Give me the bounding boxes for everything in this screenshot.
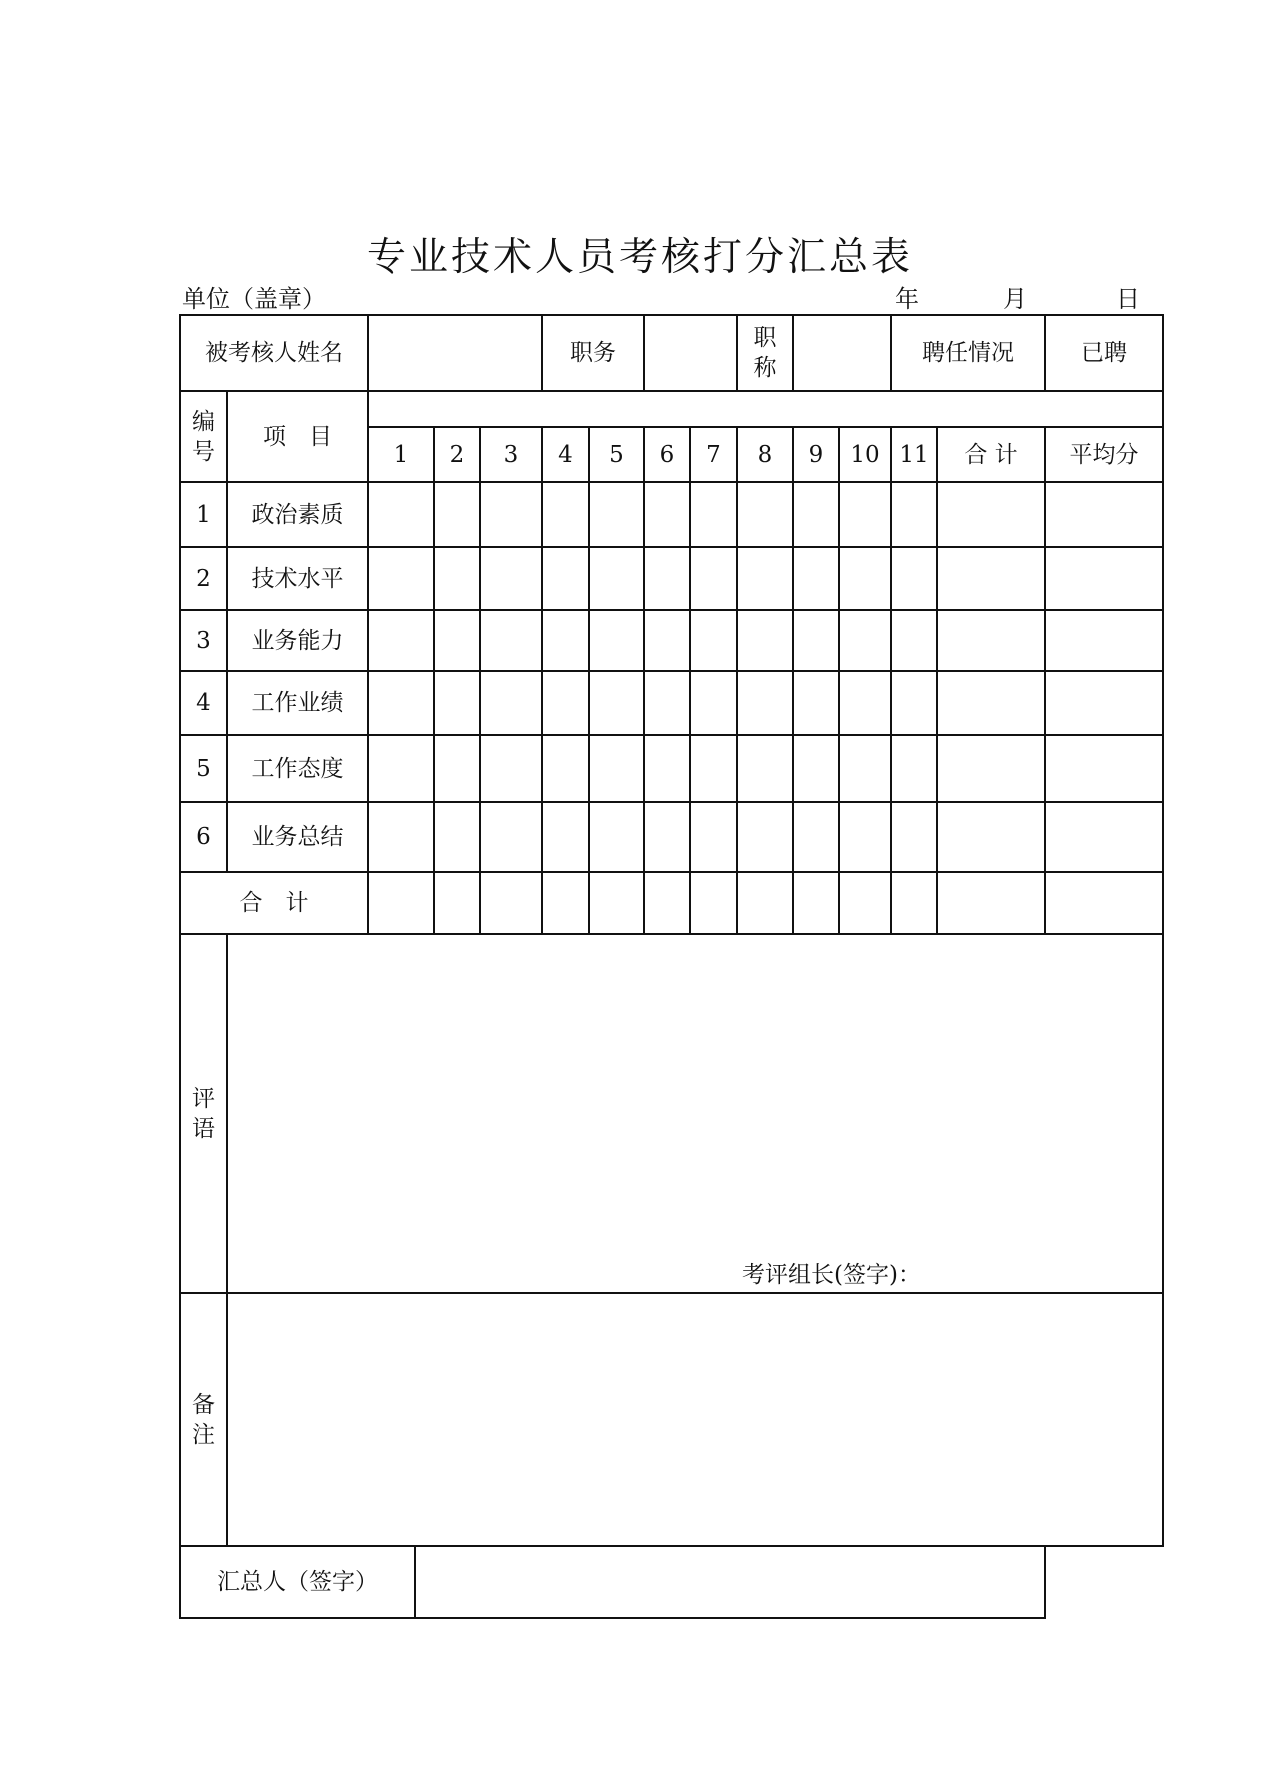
score-cell[interactable] bbox=[368, 547, 434, 610]
total-header: 合 计 bbox=[937, 427, 1045, 482]
remarks-label: 备 注 bbox=[180, 1293, 227, 1546]
score-cell[interactable] bbox=[480, 735, 542, 802]
average-cell[interactable] bbox=[1045, 802, 1163, 872]
score-cell[interactable] bbox=[542, 610, 589, 671]
item-no: 3 bbox=[180, 610, 227, 671]
score-cell[interactable] bbox=[644, 610, 690, 671]
item-name: 工作态度 bbox=[227, 735, 368, 802]
score-cell[interactable] bbox=[542, 671, 589, 735]
score-cell[interactable] bbox=[839, 610, 891, 671]
scorer-header: 4 bbox=[542, 427, 589, 482]
employment-value[interactable]: 已聘 bbox=[1045, 315, 1163, 391]
scorer-header: 11 bbox=[891, 427, 937, 482]
score-cell[interactable] bbox=[737, 671, 793, 735]
total-row bbox=[180, 872, 1163, 934]
summarizer-signature-field[interactable] bbox=[416, 1547, 1044, 1617]
average-cell[interactable] bbox=[1045, 872, 1163, 934]
score-cell[interactable] bbox=[839, 671, 891, 735]
score-cell[interactable] bbox=[434, 872, 480, 934]
item-name: 工作业绩 bbox=[227, 671, 368, 735]
score-cell[interactable] bbox=[737, 610, 793, 671]
score-cell[interactable] bbox=[542, 735, 589, 802]
scorer-header: 7 bbox=[690, 427, 737, 482]
day-label: 日 bbox=[1116, 285, 1140, 313]
score-cell[interactable] bbox=[690, 735, 737, 802]
score-cell[interactable] bbox=[589, 735, 644, 802]
average-header: 平均分 bbox=[1045, 427, 1163, 482]
score-cell[interactable] bbox=[793, 802, 839, 872]
table-row bbox=[180, 547, 1163, 610]
scorer-group-header bbox=[368, 391, 1163, 427]
item-header: 项 目 bbox=[227, 391, 368, 482]
score-cell[interactable] bbox=[891, 735, 937, 802]
score-cell[interactable] bbox=[793, 872, 839, 934]
no-header: 编 号 bbox=[180, 391, 227, 482]
score-cell[interactable] bbox=[737, 482, 793, 547]
total-row-label: 合 计 bbox=[180, 872, 368, 934]
average-cell[interactable] bbox=[1045, 482, 1163, 547]
score-cell[interactable] bbox=[839, 872, 891, 934]
total-cell[interactable] bbox=[937, 735, 1045, 802]
score-cell[interactable] bbox=[793, 610, 839, 671]
position-field[interactable] bbox=[644, 315, 737, 391]
scorer-header: 9 bbox=[793, 427, 839, 482]
position-label: 职务 bbox=[542, 315, 644, 391]
score-cell[interactable] bbox=[690, 872, 737, 934]
average-cell[interactable] bbox=[1045, 610, 1163, 671]
score-cell[interactable] bbox=[434, 482, 480, 547]
table-row bbox=[180, 802, 1163, 872]
score-cell[interactable] bbox=[368, 872, 434, 934]
score-cell[interactable] bbox=[368, 671, 434, 735]
score-cell[interactable] bbox=[644, 547, 690, 610]
score-cell[interactable] bbox=[589, 671, 644, 735]
score-cell[interactable] bbox=[793, 482, 839, 547]
scorer-header: 2 bbox=[434, 427, 480, 482]
score-cell[interactable] bbox=[891, 547, 937, 610]
scorer-header: 3 bbox=[480, 427, 542, 482]
score-cell[interactable] bbox=[690, 482, 737, 547]
scorer-header: 10 bbox=[839, 427, 891, 482]
score-cell[interactable] bbox=[434, 610, 480, 671]
score-cell[interactable] bbox=[589, 610, 644, 671]
item-no: 5 bbox=[180, 735, 227, 802]
score-cell[interactable] bbox=[542, 547, 589, 610]
score-cell[interactable] bbox=[690, 547, 737, 610]
score-cell[interactable] bbox=[644, 802, 690, 872]
score-cell[interactable] bbox=[644, 872, 690, 934]
score-cell[interactable] bbox=[644, 671, 690, 735]
scorer-header: 1 bbox=[368, 427, 434, 482]
summary-row bbox=[180, 1546, 1045, 1618]
score-cell[interactable] bbox=[368, 735, 434, 802]
score-cell[interactable] bbox=[793, 671, 839, 735]
item-no: 1 bbox=[180, 482, 227, 547]
item-no: 4 bbox=[180, 671, 227, 735]
total-cell[interactable] bbox=[937, 482, 1045, 547]
score-cell[interactable] bbox=[839, 482, 891, 547]
score-cell[interactable] bbox=[737, 547, 793, 610]
page-title: 专业技术人员考核打分汇总表 bbox=[366, 235, 913, 280]
score-cell[interactable] bbox=[690, 802, 737, 872]
comments-label: 评 语 bbox=[180, 934, 227, 1293]
name-field[interactable] bbox=[368, 315, 542, 391]
total-cell[interactable] bbox=[937, 872, 1045, 934]
score-cell[interactable] bbox=[737, 735, 793, 802]
total-cell[interactable] bbox=[937, 802, 1045, 872]
total-cell[interactable] bbox=[937, 671, 1045, 735]
title-label: 职 称 bbox=[737, 315, 793, 391]
score-cell[interactable] bbox=[542, 482, 589, 547]
name-label: 被考核人姓名 bbox=[180, 315, 368, 391]
item-no: 6 bbox=[180, 802, 227, 872]
score-cell[interactable] bbox=[368, 482, 434, 547]
score-cell[interactable] bbox=[542, 802, 589, 872]
month-label: 月 bbox=[1003, 285, 1027, 313]
average-cell[interactable] bbox=[1045, 735, 1163, 802]
table-row bbox=[180, 610, 1163, 671]
score-cell[interactable] bbox=[589, 802, 644, 872]
score-cell[interactable] bbox=[589, 872, 644, 934]
score-cell[interactable] bbox=[434, 671, 480, 735]
table-row bbox=[180, 671, 1163, 735]
score-cell[interactable] bbox=[644, 735, 690, 802]
scorer-header: 6 bbox=[644, 427, 690, 482]
title-field[interactable] bbox=[793, 315, 891, 391]
employment-label: 聘任情况 bbox=[891, 315, 1045, 391]
score-summary-table bbox=[179, 314, 1164, 1619]
score-cell[interactable] bbox=[480, 610, 542, 671]
comments-field[interactable] bbox=[227, 934, 1163, 1293]
unit-seal-label: 单位（盖章） bbox=[182, 285, 326, 313]
score-cell[interactable] bbox=[690, 671, 737, 735]
score-cell[interactable] bbox=[480, 482, 542, 547]
score-cell[interactable] bbox=[434, 735, 480, 802]
score-cell[interactable] bbox=[368, 802, 434, 872]
year-label: 年 bbox=[895, 285, 919, 313]
table-row bbox=[180, 735, 1163, 802]
score-cell[interactable] bbox=[480, 802, 542, 872]
score-cell[interactable] bbox=[434, 802, 480, 872]
score-cell[interactable] bbox=[891, 610, 937, 671]
item-no: 2 bbox=[180, 547, 227, 610]
score-cell[interactable] bbox=[368, 610, 434, 671]
average-cell[interactable] bbox=[1045, 547, 1163, 610]
item-name: 业务能力 bbox=[227, 610, 368, 671]
score-cell[interactable] bbox=[690, 610, 737, 671]
reviewer-signature-label: 考评组长(签字)： bbox=[742, 1262, 921, 1288]
scorer-header: 8 bbox=[737, 427, 793, 482]
score-cell[interactable] bbox=[480, 671, 542, 735]
score-cell[interactable] bbox=[644, 482, 690, 547]
score-cell[interactable] bbox=[839, 547, 891, 610]
item-name: 技术水平 bbox=[227, 547, 368, 610]
score-cell[interactable] bbox=[589, 482, 644, 547]
remarks-field[interactable] bbox=[227, 1293, 1163, 1546]
item-name: 业务总结 bbox=[227, 802, 368, 872]
score-cell[interactable] bbox=[542, 872, 589, 934]
score-cell[interactable] bbox=[480, 872, 542, 934]
score-cell[interactable] bbox=[839, 735, 891, 802]
score-cell[interactable] bbox=[839, 802, 891, 872]
total-cell[interactable] bbox=[937, 547, 1045, 610]
score-cell[interactable] bbox=[480, 547, 542, 610]
score-cell[interactable] bbox=[891, 482, 937, 547]
average-cell[interactable] bbox=[1045, 671, 1163, 735]
score-cell[interactable] bbox=[891, 802, 937, 872]
item-name: 政治素质 bbox=[227, 482, 368, 547]
total-cell[interactable] bbox=[937, 610, 1045, 671]
score-cell[interactable] bbox=[737, 802, 793, 872]
table-row bbox=[180, 482, 1163, 547]
scorer-header: 5 bbox=[589, 427, 644, 482]
score-cell[interactable] bbox=[891, 671, 937, 735]
score-cell[interactable] bbox=[793, 547, 839, 610]
score-cell[interactable] bbox=[891, 872, 937, 934]
score-cell[interactable] bbox=[793, 735, 839, 802]
score-cell[interactable] bbox=[434, 547, 480, 610]
summarizer-label: 汇总人（签字） bbox=[181, 1547, 416, 1617]
score-cell[interactable] bbox=[589, 547, 644, 610]
score-cell[interactable] bbox=[737, 872, 793, 934]
